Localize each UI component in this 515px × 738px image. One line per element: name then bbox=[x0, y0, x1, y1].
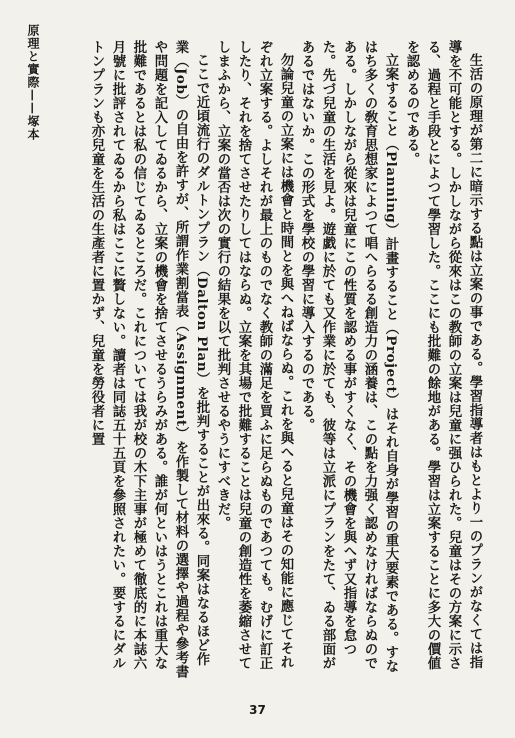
paragraph-1: 生活の原理が第二に暗示する點は立案の事である。學習指導者はもとより一のプランがなくては指導を不可能とする。しかしながら從來はこの教師の立案は兒童に强ひられた。兒童はその方案に示さる、過程と手段とによつて學習した。ここにも批難の餘地がある。學習は立案することに多大の價値を認めるのである。 bbox=[404, 40, 483, 670]
paragraph-3: 勿論兒童の立案には機會と時間とを與へねばならぬ。これを與へると兒童はその知能に應じてそれぞれ立案する。よしそれが最上のものでなく教師の滿足を買ふに足らぬものであつても。むげに訂正したり、それを捨てさせたりしてはならぬ。立案を其場で批難することは兒童の創造性を萎縮させてしまふから、立案の當否は次の實行の結果を以て批判させるやうにすべきだ。 bbox=[215, 40, 294, 670]
running-header: 原理と實際——塚本 bbox=[26, 24, 40, 141]
page-number: 37 bbox=[249, 703, 266, 717]
paragraph-2: 立案すること（Planning）計畫すること（Project）はそれ自身が學習の重大要素である。すなはち多くの敎育思想家によつて唱へらるる創造力の涵養は、この點を力强く認めなければならぬのである。しかしながら從來は兒童にこの性質を認める事がすくなく、その機會を與へず又指導を怠つた。先づ兒童の生活を見よ。遊戯に於ても又作業に於ても、彼等は立派にプランをたて、ゐる部面があるではないか。この形式を學校の學習に導入するのである。 bbox=[299, 40, 399, 674]
paragraph-4: ここで近頃流行のダルトンプラン（Dalton Plan）を批判することが出來る。同案はなるほど作業（Job）の自由を許すが、所謂作業割當表（Assignment）を作製して材料の選擇や過程や參考書や問題を記入してゐるから、立案の機會を捨てさせるうらみがある。誰が何といはうとこれは重大な批難であるとは私の信じてゐるところだ。これについては我が校の木下主事が極めて徹底的に本誌六月號に批評されてゐるから私はここに贅しない。讀者は同誌五十五頁を參照されたい。要するにダルトンプランも亦兒童を生活の生產者に置かず、兒童を勞役者に置 bbox=[89, 40, 210, 679]
body-text bbox=[55, 40, 485, 680]
